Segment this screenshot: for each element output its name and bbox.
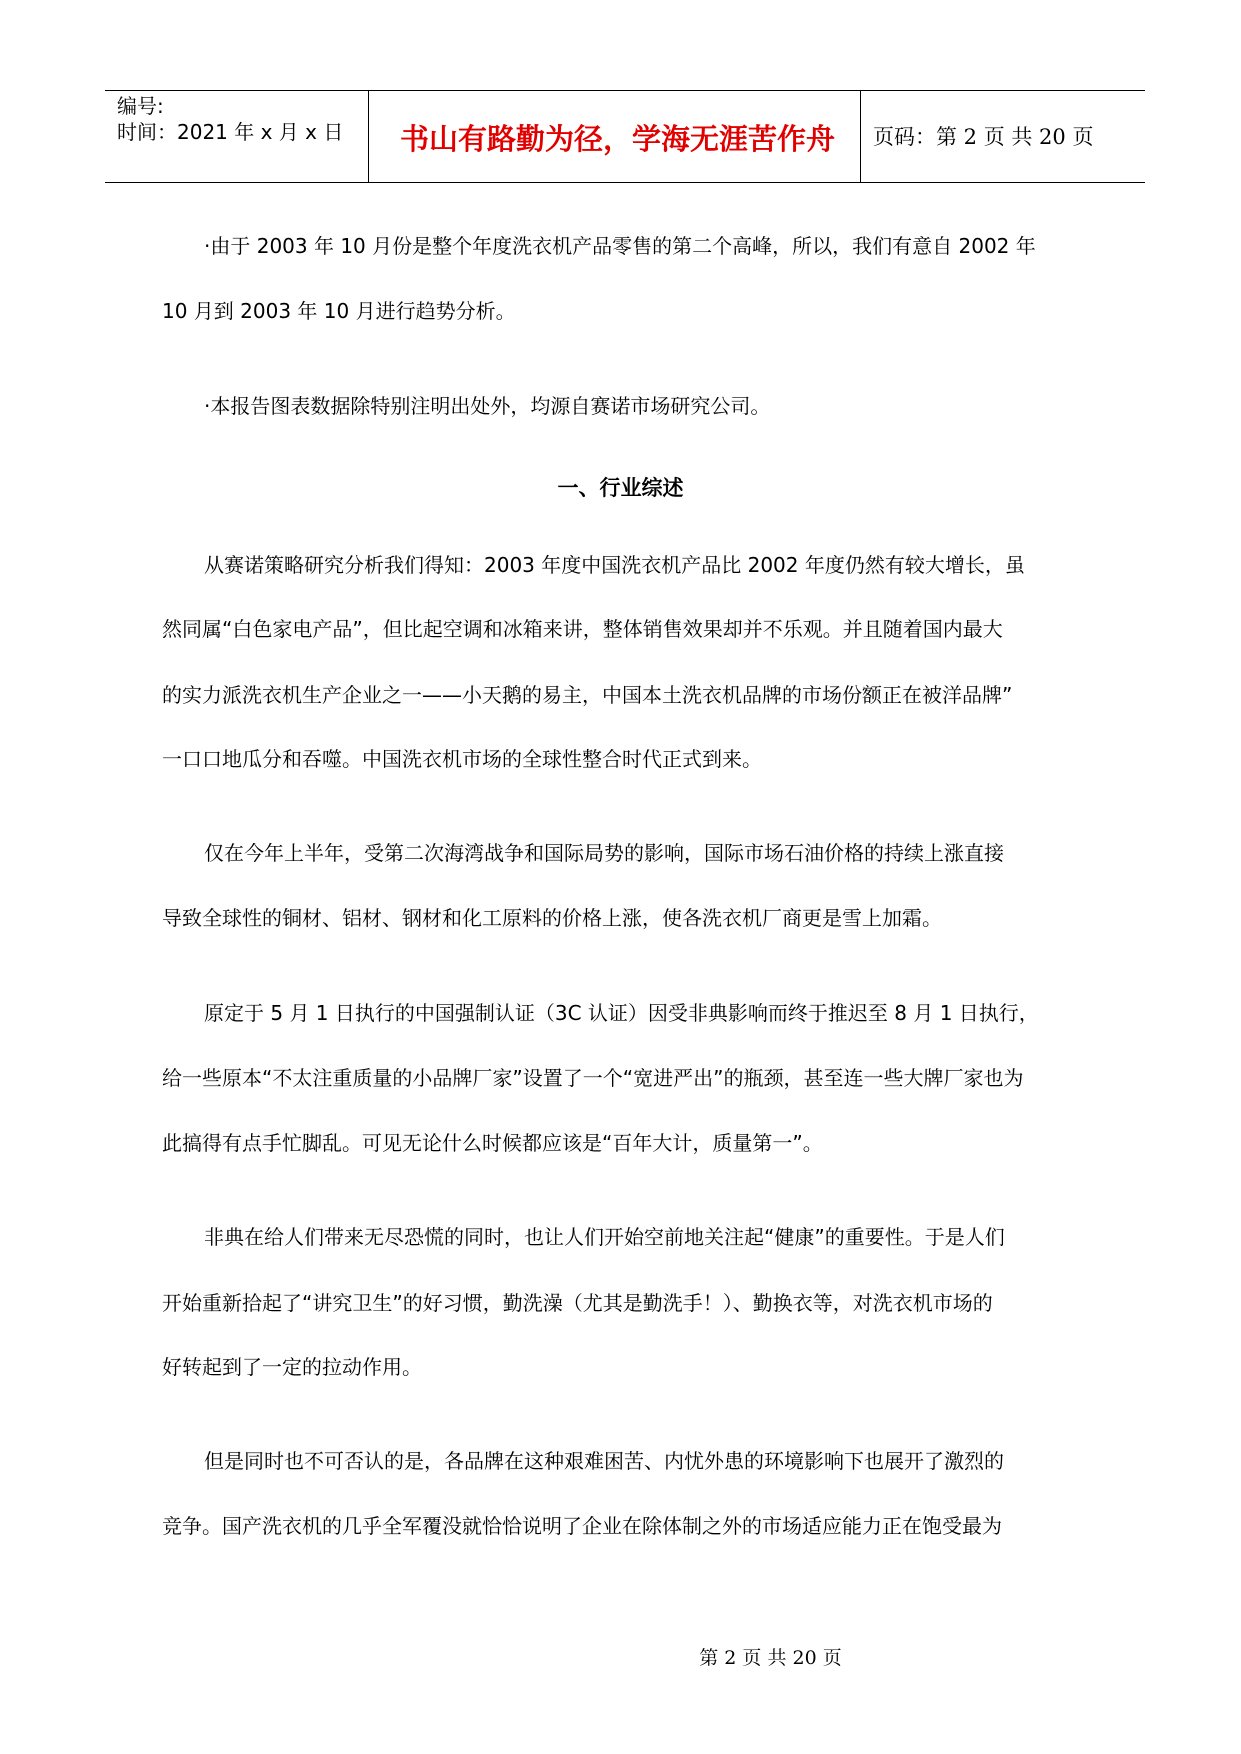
text-line: 竞争。国产洗衣机的几乎全军覆没就恰恰说明了企业在除体制之外的市场适应能力正在饱受最为 [162, 1514, 1002, 1538]
page-footer: 第 2 页 共 20 页 [699, 1647, 842, 1669]
doc-number-label: 编号: [117, 94, 164, 118]
text-line: 此搞得有点手忙脚乱。可见无论什么时候都应该是“百年大计，质量第一”。 [162, 1131, 823, 1155]
doc-time-label: 时间：2021 年 x 月 x 日 [117, 120, 344, 144]
text-line: 原定于 5 月 1 日执行的中国强制认证（3C 认证）因受非典影响而终于推迟至 8 月 1 日执行， [204, 1001, 1039, 1025]
text-line: 仅在今年上半年，受第二次海湾战争和国际局势的影响，国际市场石油价格的持续上涨直接 [204, 841, 1004, 865]
text-line: 导致全球性的铜材、铝材、钢材和化工原料的价格上涨，使各洗衣机厂商更是雪上加霜。 [162, 906, 942, 930]
text-line: ·本报告图表数据除特别注明出处外，均源自赛诺市场研究公司。 [204, 394, 771, 418]
text-line: 的实力派洗衣机生产企业之一——小天鹅的易主，中国本土洗衣机品牌的市场份额正在被洋品牌” [162, 683, 1013, 707]
header-meta [117, 93, 343, 145]
header-motto: 书山有路勤为径，学海无涯苦作舟 [399, 122, 835, 156]
text-line: 10 月到 2003 年 10 月进行趋势分析。 [162, 299, 516, 323]
header-divider [860, 91, 861, 182]
text-line: 好转起到了一定的拉动作用。 [162, 1355, 422, 1379]
section-heading: 一、行业综述 [557, 476, 684, 500]
text-line: 从赛诺策略研究分析我们得知：2003 年度中国洗衣机产品比 2002 年度仍然有较大增长，虽 [204, 553, 1025, 577]
text-line: 非典在给人们带来无尽恐慌的同时，也让人们开始空前地关注起“健康”的重要性。于是人们 [204, 1225, 1005, 1249]
text-line: 开始重新拾起了“讲究卫生”的好习惯，勤洗澡（尤其是勤洗手！）、勤换衣等，对洗衣机市场的 [162, 1291, 993, 1315]
text-line: 但是同时也不可否认的是，各品牌在这种艰难困苦、内忧外患的环境影响下也展开了激烈的 [204, 1449, 1004, 1473]
header-page-code: 页码：第 2 页 共 20 页 [873, 125, 1094, 149]
page-header [105, 90, 1145, 183]
text-line: 给一些原本“不太注重质量的小品牌厂家”设置了一个“宽进严出”的瓶颈，甚至连一些大牌厂家也为 [162, 1066, 1024, 1090]
header-divider [368, 91, 369, 182]
text-line: 然同属“白色家电产品”，但比起空调和冰箱来讲，整体销售效果却并不乐观。并且随着国内最大 [162, 617, 1003, 641]
text-line: 一口口地瓜分和吞噬。中国洗衣机市场的全球性整合时代正式到来。 [162, 747, 762, 771]
text-line: ·由于 2003 年 10 月份是整个年度洗衣机产品零售的第二个高峰，所以，我们有意自 2002 年 [204, 234, 1036, 258]
